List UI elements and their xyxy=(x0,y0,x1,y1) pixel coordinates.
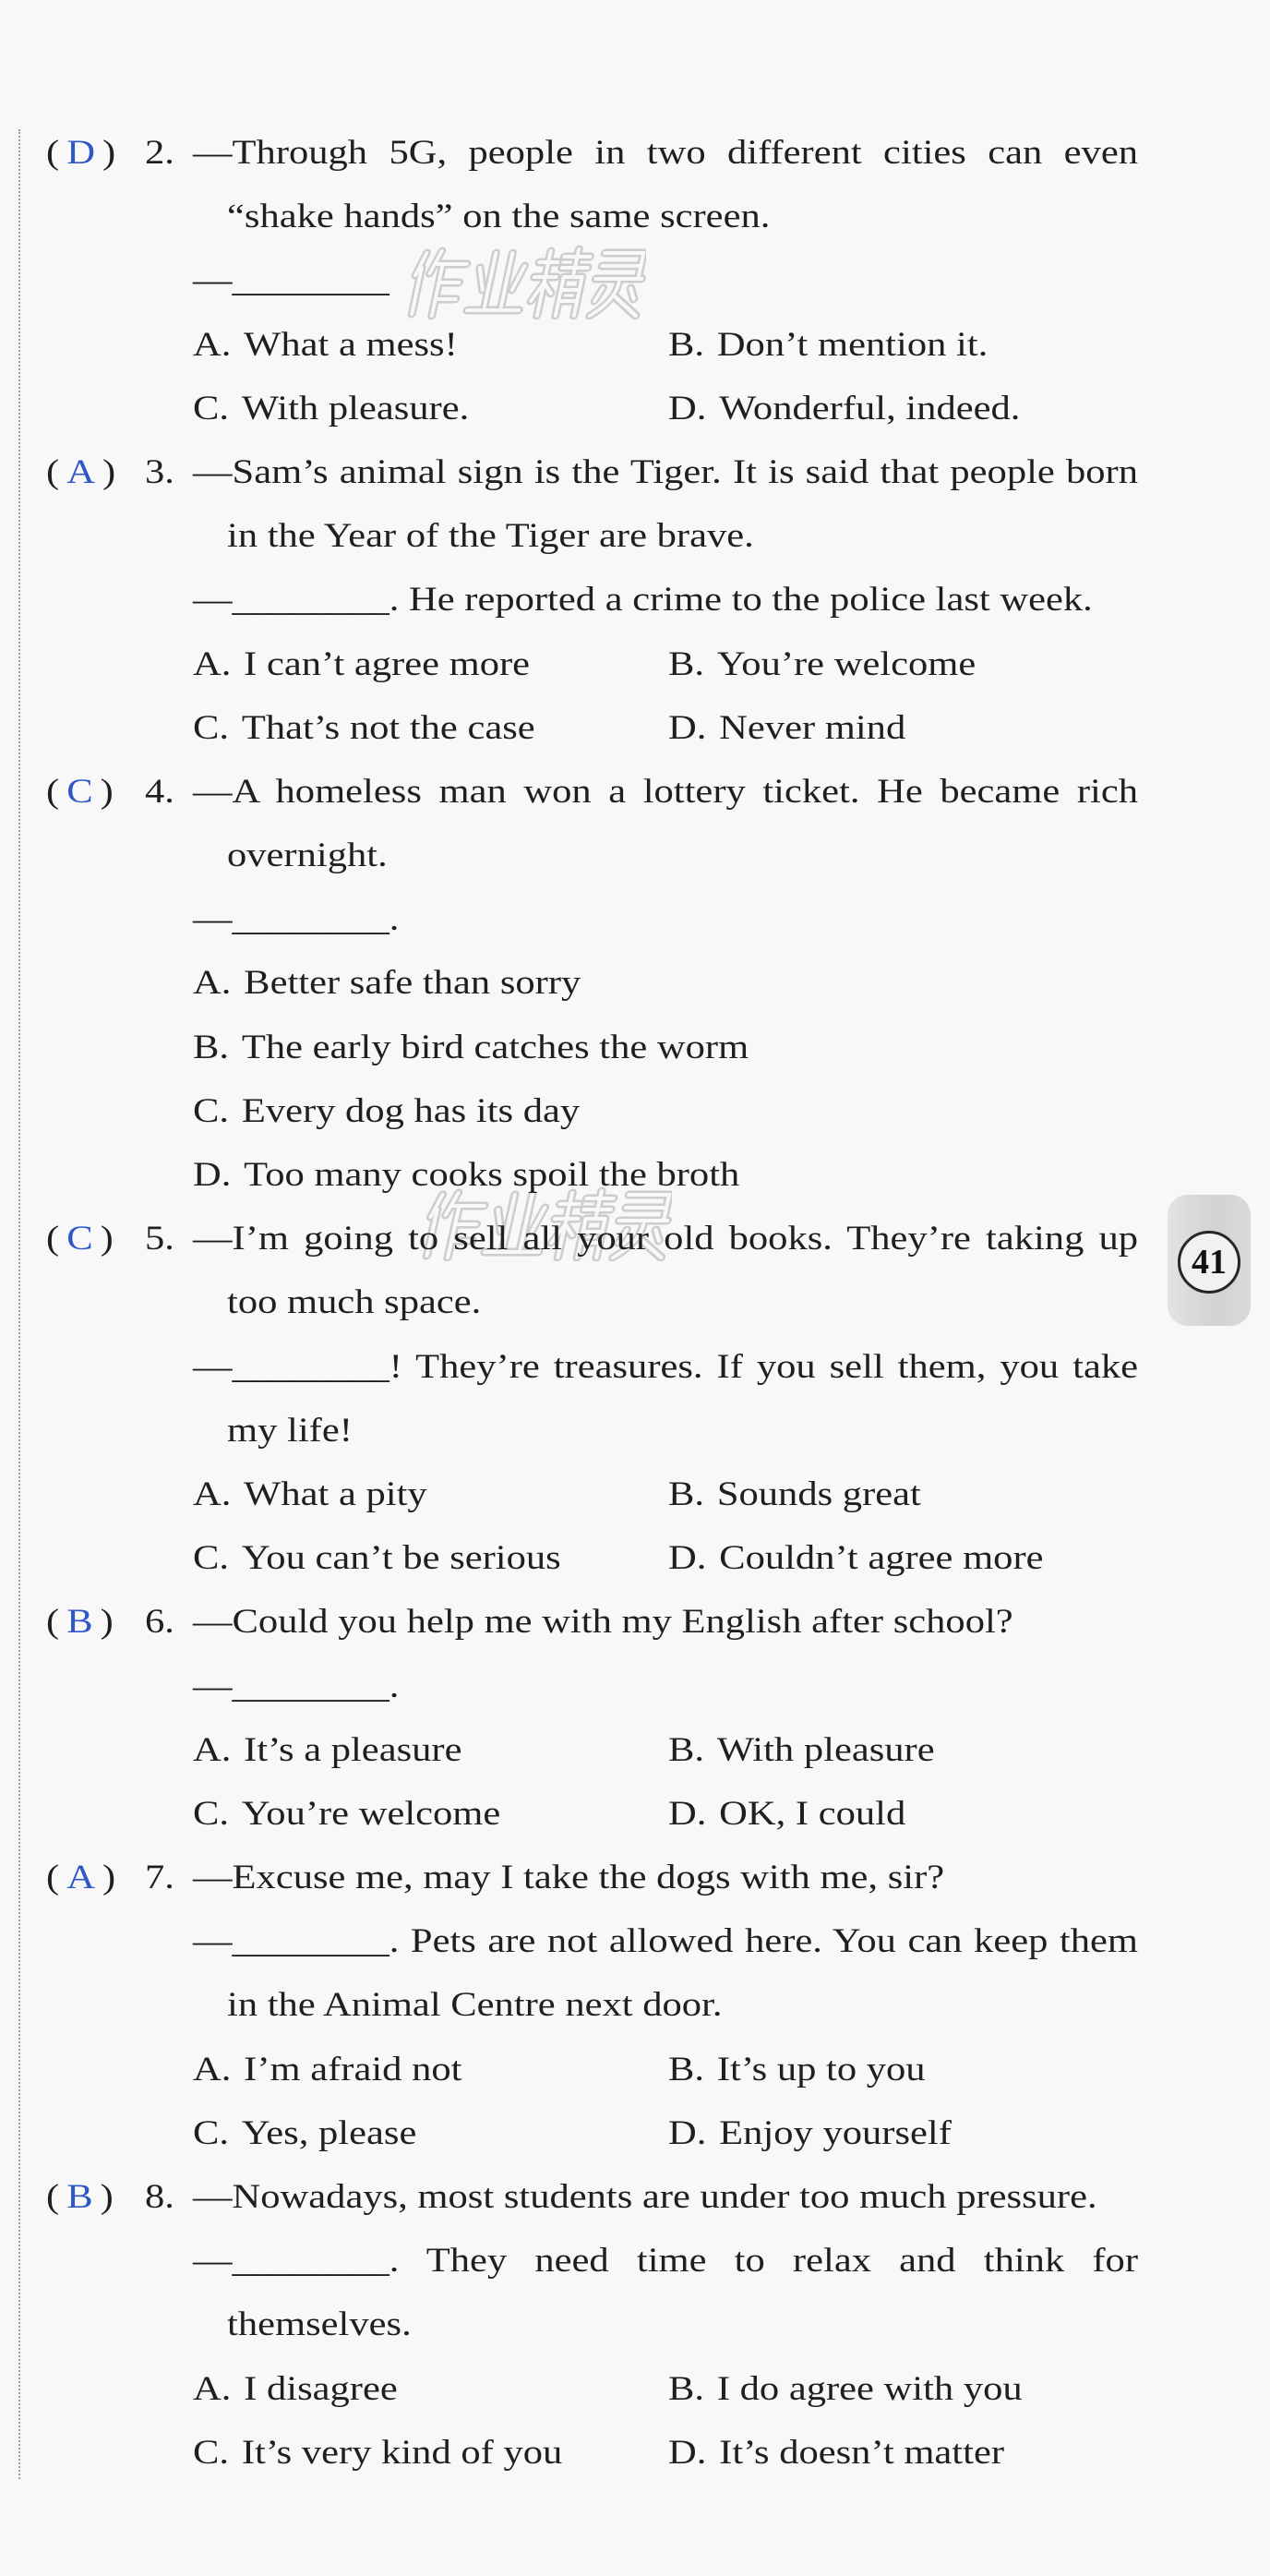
option-label: C. xyxy=(193,1539,230,1578)
answer-bracket xyxy=(46,1846,115,1909)
option-text: It’s doesn’t matter xyxy=(719,2433,1005,2472)
option-a xyxy=(193,313,458,377)
answer-letter: C xyxy=(66,1220,93,1258)
answer-letter: B xyxy=(66,1603,93,1642)
option-text: With pleasure xyxy=(716,1730,935,1769)
question-3 xyxy=(0,440,1270,760)
options-row xyxy=(0,1079,1270,1143)
option-text: What a pity xyxy=(244,1475,427,1513)
question-stem-continued: too much space. xyxy=(227,1283,482,1322)
option-label: C. xyxy=(193,389,230,427)
close-paren: ) xyxy=(102,452,116,491)
answer-letter: D xyxy=(66,134,95,172)
question-line xyxy=(0,1846,1270,1909)
question-number: 6. xyxy=(145,1603,174,1642)
option-c xyxy=(193,1079,580,1143)
response-line xyxy=(0,1909,1270,1973)
question-line xyxy=(0,1590,1270,1654)
response-blank: —________ xyxy=(193,261,389,300)
question-line xyxy=(0,1207,1270,1270)
option-label: B. xyxy=(668,2050,705,2088)
close-paren: ) xyxy=(102,134,116,172)
response-blank: —________. He reported a crime to the police last week. xyxy=(193,581,1093,620)
option-label: B. xyxy=(668,644,705,683)
option-label: A. xyxy=(193,1475,232,1513)
option-text: You can’t be serious xyxy=(241,1539,561,1578)
option-text: I do agree with you xyxy=(716,2369,1023,2408)
option-a xyxy=(193,2357,398,2421)
option-text: I can’t agree more xyxy=(244,644,531,683)
option-label: D. xyxy=(668,2433,707,2472)
close-paren: ) xyxy=(100,1220,114,1258)
option-a xyxy=(193,2038,461,2101)
response-line xyxy=(0,887,1270,951)
option-label: D. xyxy=(193,1156,232,1194)
answer-letter: A xyxy=(66,1859,95,1897)
option-c xyxy=(193,377,469,440)
question-stem-continued: “shake hands” on the same screen. xyxy=(227,198,771,236)
answer-letter: C xyxy=(66,772,93,811)
open-paren: ( xyxy=(46,1220,60,1258)
option-text: Never mind xyxy=(719,708,906,747)
option-d xyxy=(668,377,1020,440)
question-5 xyxy=(0,1207,1270,1590)
option-text: Enjoy yourself xyxy=(719,2113,952,2152)
options-row xyxy=(0,696,1270,760)
option-b xyxy=(668,2357,1023,2421)
question-7 xyxy=(0,1846,1270,2165)
option-text: Don’t mention it. xyxy=(716,325,988,364)
answer-bracket xyxy=(46,760,114,824)
option-text: Couldn’t agree more xyxy=(719,1539,1044,1578)
response-line xyxy=(0,1973,1270,2037)
option-text: Wonderful, indeed. xyxy=(719,389,1021,427)
question-list xyxy=(0,121,1270,2485)
option-text: It’s a pleasure xyxy=(244,1730,462,1769)
option-label: A. xyxy=(193,2369,232,2408)
option-c xyxy=(193,696,535,760)
option-text: Sounds great xyxy=(716,1475,921,1513)
answer-bracket xyxy=(46,440,115,504)
question-stem: —Could you help me with my English after school? xyxy=(193,1603,1013,1642)
response-continued: themselves. xyxy=(227,2305,412,2344)
question-line xyxy=(0,121,1270,185)
option-label: A. xyxy=(193,644,232,683)
options-row xyxy=(0,2357,1270,2421)
option-text: Too many cooks spoil the broth xyxy=(244,1156,740,1194)
option-label: B. xyxy=(668,2369,705,2408)
question-8 xyxy=(0,2165,1270,2485)
option-text: You’re welcome xyxy=(716,644,976,683)
question-stem-continued: overnight. xyxy=(227,837,388,875)
option-a xyxy=(193,1463,427,1526)
options-row xyxy=(0,2038,1270,2101)
option-text: It’s very kind of you xyxy=(241,2433,563,2472)
option-text: You’re welcome xyxy=(241,1794,501,1833)
option-text: The early bird catches the worm xyxy=(241,1028,749,1066)
option-d xyxy=(668,1526,1044,1590)
options-row xyxy=(0,1782,1270,1846)
open-paren: ( xyxy=(46,134,60,172)
options-row xyxy=(0,1463,1270,1526)
option-label: D. xyxy=(668,1539,707,1578)
option-c xyxy=(193,2101,416,2165)
close-paren: ) xyxy=(100,1603,114,1642)
options-row xyxy=(0,632,1270,696)
question-2 xyxy=(0,121,1270,440)
open-paren: ( xyxy=(46,1859,60,1897)
open-paren: ( xyxy=(46,1603,60,1642)
option-c xyxy=(193,1782,500,1846)
question-line xyxy=(0,1270,1270,1334)
answer-bracket xyxy=(46,2165,114,2229)
response-line xyxy=(0,1655,1270,1718)
option-label: C. xyxy=(193,1794,230,1833)
question-number: 4. xyxy=(145,772,174,811)
question-number: 2. xyxy=(145,134,174,172)
option-d xyxy=(668,2421,1004,2485)
question-line xyxy=(0,824,1270,887)
option-label: C. xyxy=(193,708,230,747)
response-blank: —________. xyxy=(193,1667,400,1705)
response-line xyxy=(0,248,1270,312)
open-paren: ( xyxy=(46,2178,60,2216)
option-a xyxy=(193,1718,461,1782)
answer-bracket xyxy=(46,1590,114,1654)
response-blank: —________. xyxy=(193,900,400,939)
response-blank: —________. Pets are not allowed here. You can keep them xyxy=(193,1922,1139,1961)
question-number: 8. xyxy=(145,2178,174,2216)
option-text: Better safe than sorry xyxy=(244,964,581,1003)
question-line xyxy=(0,504,1270,568)
option-label: A. xyxy=(193,1730,232,1769)
question-stem: —Excuse me, may I take the dogs with me, sir? xyxy=(193,1859,945,1897)
options-row xyxy=(0,1016,1270,1079)
options-row xyxy=(0,951,1270,1015)
question-stem: —I’m going to sell all your old books. They’re taking up xyxy=(193,1220,1139,1258)
response-line xyxy=(0,1335,1270,1399)
open-paren: ( xyxy=(46,452,60,491)
options-row xyxy=(0,1143,1270,1207)
option-b xyxy=(193,1016,749,1079)
open-paren: ( xyxy=(46,772,60,811)
response-line xyxy=(0,1399,1270,1463)
option-label: D. xyxy=(668,1794,707,1833)
page-number: 41 xyxy=(1178,1231,1240,1294)
question-stem: —Nowadays, most students are under too much pressure. xyxy=(193,2178,1097,2216)
option-label: A. xyxy=(193,2050,232,2088)
question-number: 3. xyxy=(145,452,174,491)
option-b xyxy=(668,1718,935,1782)
question-line xyxy=(0,2165,1270,2229)
question-line xyxy=(0,185,1270,248)
close-paren: ) xyxy=(100,2178,114,2216)
options-row xyxy=(0,1526,1270,1590)
option-label: D. xyxy=(668,708,707,747)
option-c xyxy=(193,1526,561,1590)
option-label: B. xyxy=(668,1475,705,1513)
option-c xyxy=(193,2421,562,2485)
option-text: I’m afraid not xyxy=(244,2050,462,2088)
option-label: C. xyxy=(193,2113,230,2152)
response-blank: —________. They need time to relax and think for xyxy=(193,2242,1139,2281)
question-6 xyxy=(0,1590,1270,1846)
option-label: B. xyxy=(193,1028,230,1066)
option-text: What a mess! xyxy=(244,325,458,364)
option-label: A. xyxy=(193,964,232,1003)
option-d xyxy=(668,2101,952,2165)
response-line xyxy=(0,2293,1270,2356)
option-a xyxy=(193,951,581,1015)
option-text: With pleasure. xyxy=(241,389,470,427)
option-b xyxy=(668,2038,926,2101)
option-label: B. xyxy=(668,1730,705,1769)
options-row xyxy=(0,313,1270,377)
question-line xyxy=(0,440,1270,504)
question-stem-continued: in the Year of the Tiger are brave. xyxy=(227,517,754,556)
option-a xyxy=(193,632,530,696)
answer-letter: A xyxy=(66,452,95,491)
answer-bracket xyxy=(46,121,115,185)
response-line xyxy=(0,568,1270,632)
question-4 xyxy=(0,760,1270,1207)
options-row xyxy=(0,377,1270,440)
option-text: It’s up to you xyxy=(716,2050,926,2088)
option-d xyxy=(668,696,905,760)
question-number: 5. xyxy=(145,1220,174,1258)
response-continued: in the Animal Centre next door. xyxy=(227,1986,723,2025)
option-label: C. xyxy=(193,2433,230,2472)
response-line xyxy=(0,2229,1270,2293)
question-stem: —A homeless man won a lottery ticket. He became rich xyxy=(193,772,1139,811)
option-label: D. xyxy=(668,2113,707,2152)
question-number: 7. xyxy=(145,1859,174,1897)
option-text: OK, I could xyxy=(719,1794,906,1833)
options-row xyxy=(0,2101,1270,2165)
options-row xyxy=(0,1718,1270,1782)
option-d xyxy=(193,1143,739,1207)
option-d xyxy=(668,1782,905,1846)
option-b xyxy=(668,1463,921,1526)
close-paren: ) xyxy=(100,772,114,811)
answer-bracket xyxy=(46,1207,114,1270)
option-label: A. xyxy=(193,325,232,364)
option-b xyxy=(668,632,976,696)
option-label: C. xyxy=(193,1091,230,1130)
option-label: B. xyxy=(668,325,705,364)
option-label: D. xyxy=(668,389,707,427)
question-stem: —Sam’s animal sign is the Tiger. It is said that people born xyxy=(193,452,1139,491)
option-text: I disagree xyxy=(244,2369,398,2408)
option-text: Every dog has its day xyxy=(241,1091,581,1130)
close-paren: ) xyxy=(102,1859,116,1897)
response-blank: —________! They’re treasures. If you sell them, you take xyxy=(193,1347,1139,1386)
question-stem: —Through 5G, people in two different cities can even xyxy=(193,134,1139,172)
options-row xyxy=(0,2421,1270,2485)
option-text: That’s not the case xyxy=(241,708,535,747)
answer-letter: B xyxy=(66,2178,93,2216)
response-continued: my life! xyxy=(227,1411,353,1450)
question-line xyxy=(0,760,1270,824)
option-b xyxy=(668,313,988,377)
option-text: Yes, please xyxy=(241,2113,417,2152)
